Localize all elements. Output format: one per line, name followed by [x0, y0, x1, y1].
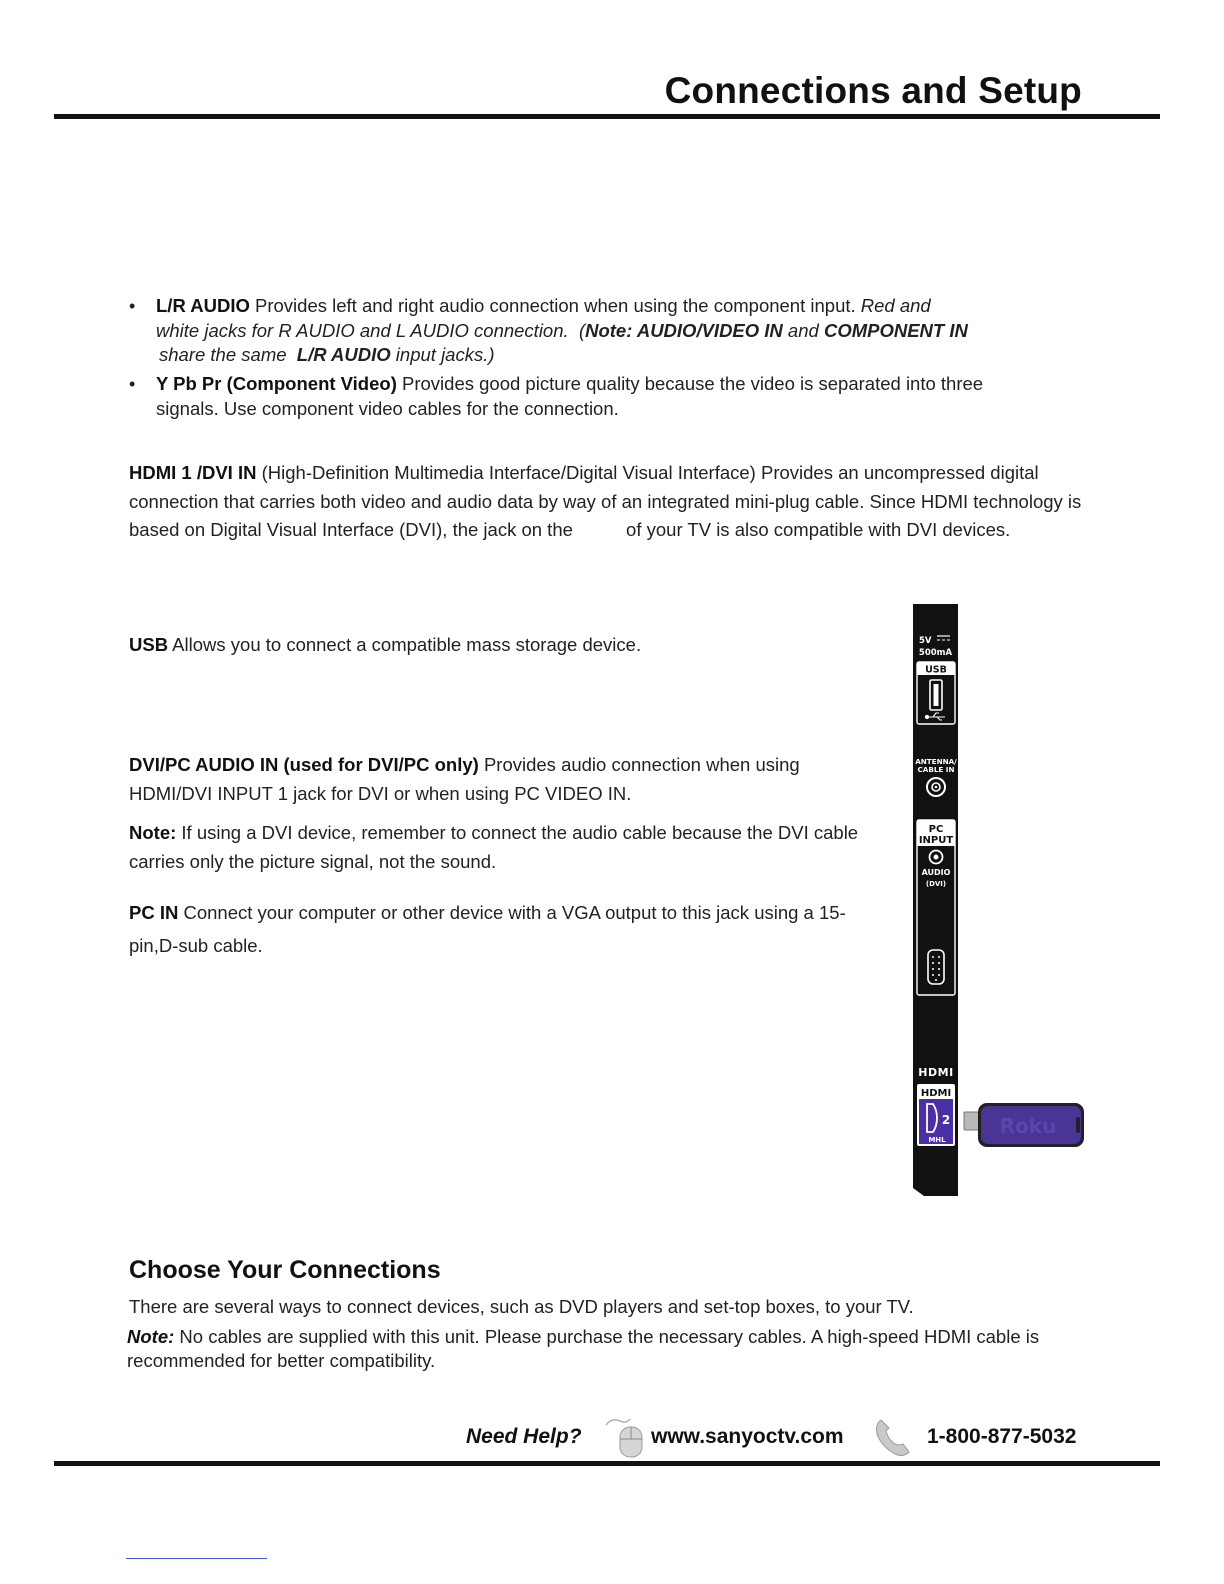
- antenna-label-2: CABLE IN: [917, 765, 955, 774]
- audio-label-1: AUDIO: [921, 868, 951, 877]
- ypbpr-term: Y Pb Pr (Component Video): [156, 373, 397, 394]
- pc-in-term: PC IN: [129, 902, 179, 923]
- lr-note-lr: L/R AUDIO: [296, 344, 391, 365]
- lr-audio-text: Provides left and right audio connection when using the component input.: [249, 295, 861, 316]
- dvi-note-paragraph: [129, 818, 869, 876]
- dvi-audio-text: Provides audio connection when using HDMI/DVI INPUT 1 jack for DVI or when using PC VIDEO IN.: [129, 754, 800, 804]
- choose-text: There are several ways to connect devices, such as DVD players and set-top boxes, to your TV.: [129, 1296, 914, 1317]
- lr-audio-italic-1: Red and: [860, 295, 931, 316]
- lr-audio-term: L/R AUDIO: [156, 295, 250, 316]
- lr-note-end: input jacks.): [390, 344, 495, 365]
- hdmi-port-label: HDMI: [920, 1088, 952, 1099]
- usb-paragraph: [129, 633, 869, 658]
- lr-note-component: COMPONENT IN: [823, 319, 968, 341]
- bottom-link-line: [126, 1558, 267, 1559]
- choose-note-text: No cables are supplied with this unit. Please purchase the necessary cables. A high-speed HDMI cable is recommended for better compatibility.: [127, 1326, 1040, 1371]
- dvi-audio-term: DVI/PC AUDIO IN (used for DVI/PC only): [129, 754, 479, 775]
- lr-audio-italic-2: white jacks for R AUDIO and L AUDIO connection.: [156, 319, 569, 341]
- usb-port-label: USB: [925, 664, 947, 676]
- dvi-note-label: Note:: [129, 822, 177, 843]
- ypbpr-bullet: [129, 372, 1049, 421]
- dvi-note-text: If using a DVI device, remember to connect the audio cable because the DVI cable carries only the picture signal, not the sound.: [129, 822, 859, 872]
- streaming-stick-icon: [964, 1103, 1084, 1147]
- tv-side-panel: [900, 600, 1100, 1200]
- stick-brand: Roku: [999, 1114, 1057, 1138]
- pc-in-paragraph: [129, 896, 874, 962]
- hdmi-text-a: (High-Definition Multimedia Interface/Digital Visual Interface) Provides an uncompressed digital connection that carries both video and audio data by way of an integrated mini-plug cable. Since HDMI technology is based on Digital Visual Interface (DVI), the jack on the: [129, 462, 1082, 540]
- ypbpr-text: Provides good picture quality because the video is separated into three signals. Use component video cables for the connection.: [156, 373, 984, 419]
- audio-label-2: (DVI): [925, 880, 947, 888]
- header-rule: [54, 114, 1160, 119]
- hdmi-paragraph: [129, 459, 1089, 545]
- hdmi-term: HDMI 1 /DVI IN: [129, 462, 257, 483]
- mhl-label: MHL: [928, 1136, 946, 1144]
- pc-input-label-2: INPUT: [918, 835, 954, 846]
- hdmi-port-number: 2: [941, 1113, 951, 1127]
- page-title: Connections and Setup: [664, 70, 1082, 111]
- panel-voltage: 5V: [919, 636, 932, 646]
- lr-note-and: and: [782, 319, 824, 341]
- bullet-dot: •: [129, 296, 136, 316]
- need-help-text: Need Help?: [466, 1425, 582, 1448]
- website-link[interactable]: www.sanyoctv.com: [651, 1425, 844, 1448]
- antenna-label-1: ANTENNA/: [915, 757, 957, 766]
- footer-rule: [54, 1461, 1160, 1466]
- lr-note-open: (: [578, 319, 586, 341]
- pc-in-text: Connect your computer or other device with a VGA output to this jack using a 15-pin,D-sub cable.: [129, 902, 846, 956]
- usb-term: USB: [129, 634, 169, 655]
- dvi-audio-paragraph: [129, 750, 869, 808]
- panel-current: 500mA: [918, 648, 953, 658]
- choose-note: [127, 1325, 1089, 1373]
- phone-number: 1-800-877-5032: [927, 1425, 1077, 1448]
- hdmi-logo-text: HDMI: [918, 1066, 954, 1079]
- lr-audio-bullet: [129, 294, 1029, 368]
- phone-icon: [873, 1416, 915, 1458]
- usb-text: Allows you to connect a compatible mass storage device.: [168, 634, 642, 655]
- hdmi-text-b: of your TV is also compatible with DVI devices.: [626, 519, 1011, 540]
- choose-heading: Choose Your Connections: [129, 1256, 441, 1284]
- lr-note-label: Note: AUDIO/VIDEO IN: [585, 319, 783, 341]
- choose-note-label: Note:: [127, 1326, 175, 1347]
- lr-note-share: share the same: [159, 344, 292, 365]
- pc-input-label-1: PC: [928, 824, 944, 835]
- bullet-dot: •: [129, 374, 136, 394]
- mouse-icon: [604, 1413, 646, 1459]
